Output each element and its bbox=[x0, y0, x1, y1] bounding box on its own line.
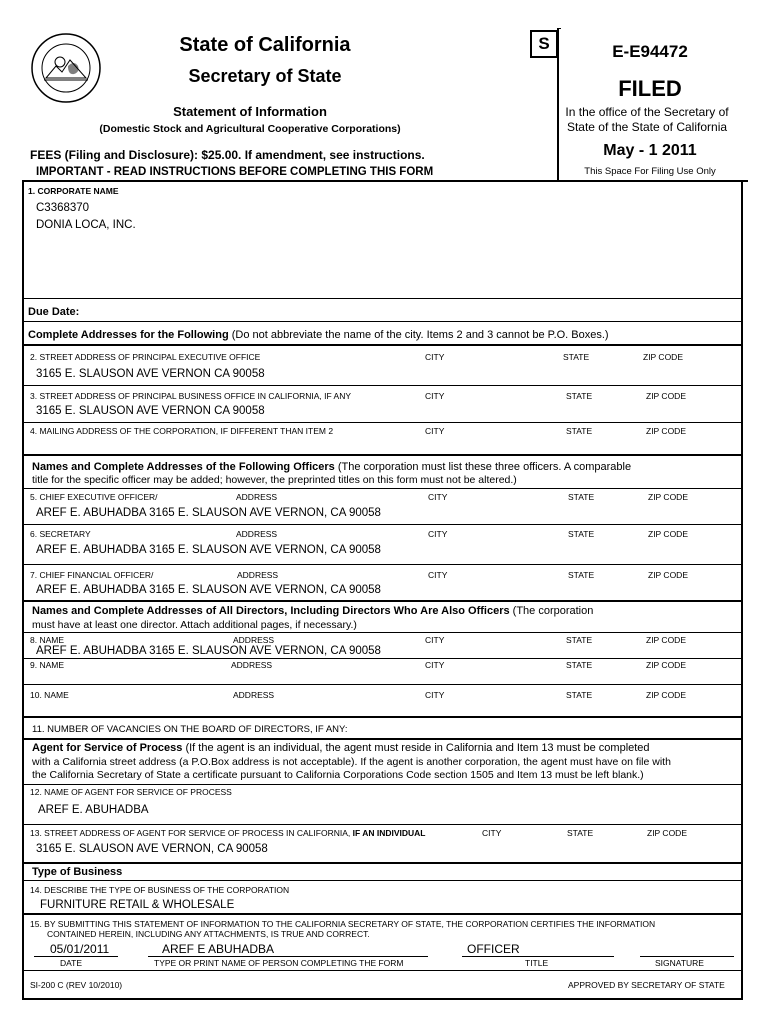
signer-name: AREF E ABUHADBA bbox=[162, 942, 275, 956]
addresses-heading bbox=[28, 329, 609, 341]
item7-state-label: STATE bbox=[568, 570, 595, 580]
officers-heading-rest: (The corporation must list these three officers. A comparable bbox=[334, 461, 632, 473]
item2-city-label: CITY bbox=[425, 352, 445, 362]
item2-value: 3165 E. SLAUSON AVE VERNON CA 90058 bbox=[36, 368, 265, 380]
item9-address-label: ADDRESS bbox=[231, 660, 273, 670]
item13-city-label: CITY bbox=[482, 828, 502, 838]
item13-state-label: STATE bbox=[567, 828, 594, 838]
item6-value: AREF E. ABUHADBA 3165 E. SLAUSON AVE VERNON, CA 90058 bbox=[36, 544, 381, 556]
signature-label: SIGNATURE bbox=[655, 958, 704, 968]
item2-zip-label: ZIP CODE bbox=[643, 352, 683, 362]
file-number: E-E94472 bbox=[612, 42, 688, 61]
addresses-heading-bold: Complete Addresses for the Following bbox=[28, 329, 229, 341]
item14-label: 14. DESCRIBE THE TYPE OF BUSINESS OF THE CORPORATION bbox=[30, 885, 290, 895]
date-label: DATE bbox=[60, 958, 83, 968]
item7-value: AREF E. ABUHADBA 3165 E. SLAUSON AVE VERNON, CA 90058 bbox=[36, 584, 381, 596]
item3-state-label: STATE bbox=[566, 391, 593, 401]
item6-state-label: STATE bbox=[568, 529, 595, 539]
item6-zip-label: ZIP CODE bbox=[648, 529, 688, 539]
signature-underline bbox=[640, 956, 734, 957]
item9-zip-label: ZIP CODE bbox=[646, 660, 686, 670]
state-seal bbox=[30, 32, 102, 104]
directors-heading-line2: must have at least one director. Attach additional pages, if necessary.) bbox=[32, 619, 357, 631]
item5-value: AREF E. ABUHADBA 3165 E. SLAUSON AVE VERNON, CA 90058 bbox=[36, 507, 381, 519]
certify-line2: CONTAINED HEREIN, INCLUDING ANY ATTACHMENTS, IS TRUE AND CORRECT. bbox=[47, 929, 370, 939]
fees-text: FEES (Filing and Disclosure): $25.00. If amendment, see instructions. bbox=[30, 148, 425, 162]
item3-label: 3. STREET ADDRESS OF PRINCIPAL BUSINESS OFFICE IN CALIFORNIA, IF ANY bbox=[30, 391, 352, 401]
form-top-border bbox=[22, 180, 748, 182]
item9-city-label: CITY bbox=[425, 660, 445, 670]
item6-address-label: ADDRESS bbox=[236, 529, 278, 539]
item8-state-label: STATE bbox=[566, 635, 593, 645]
item5-state-label: STATE bbox=[568, 492, 595, 502]
form-bottom-border bbox=[22, 998, 743, 1000]
item9-label: 9. NAME bbox=[30, 660, 65, 670]
item13-label-bold: IF AN INDIVIDUAL bbox=[350, 828, 426, 838]
agent-heading-line2: with a California street address (a P.O.Box address is not acceptable). If the agent is another corporation, the agent must have on file with bbox=[32, 756, 671, 768]
item12-label: 12. NAME OF AGENT FOR SERVICE OF PROCESS bbox=[30, 787, 232, 797]
item13-value: 3165 E. SLAUSON AVE VERNON, CA 90058 bbox=[36, 843, 268, 855]
item9-state-label: STATE bbox=[566, 660, 593, 670]
item3-value: 3165 E. SLAUSON AVE VERNON CA 90058 bbox=[36, 405, 265, 417]
item8-city-label: CITY bbox=[425, 635, 445, 645]
filed-date: May - 1 2011 bbox=[603, 142, 697, 159]
form-left-border bbox=[22, 180, 24, 1000]
item4-state-label: STATE bbox=[566, 426, 593, 436]
form-title: Statement of Information bbox=[173, 104, 327, 119]
agent-heading bbox=[32, 742, 650, 754]
item7-city-label: CITY bbox=[428, 570, 448, 580]
officers-heading bbox=[32, 461, 631, 473]
form-subtitle: (Domestic Stock and Agricultural Cooperative Corporations) bbox=[99, 123, 401, 135]
item13-zip-label: ZIP CODE bbox=[647, 828, 687, 838]
officers-heading-bold: Names and Complete Addresses of the Following Officers bbox=[32, 461, 335, 473]
title-label: TITLE bbox=[525, 958, 549, 968]
item5-address-label: ADDRESS bbox=[236, 492, 278, 502]
filed-office-line2: State of the State of California bbox=[566, 120, 728, 134]
item8-value: AREF E. ABUHADBA 3165 E. SLAUSON AVE VERNON, CA 90058 bbox=[36, 645, 381, 657]
business-heading: Type of Business bbox=[32, 866, 123, 878]
due-date-label: Due Date: bbox=[28, 306, 80, 318]
item13-label bbox=[30, 828, 426, 838]
item4-city-label: CITY bbox=[425, 426, 445, 436]
item3-city-label: CITY bbox=[425, 391, 445, 401]
item2-state-label: STATE bbox=[563, 352, 590, 362]
item7-label: 7. CHIEF FINANCIAL OFFICER/ bbox=[30, 570, 154, 580]
item13-label-text: 13. STREET ADDRESS OF AGENT FOR SERVICE OF PROCESS IN CALIFORNIA, bbox=[30, 828, 351, 838]
certify-line1: 15. BY SUBMITTING THIS STATEMENT OF INFORMATION TO THE CALIFORNIA SECRETARY OF STATE, THE CORPORATION CERTIFIES THE INFORMATION bbox=[30, 919, 656, 929]
important-text: IMPORTANT - READ INSTRUCTIONS BEFORE COMPLETING THIS FORM bbox=[36, 166, 434, 178]
filing-use-text: This Space For Filing Use Only bbox=[584, 166, 716, 177]
state-seal-icon bbox=[30, 32, 102, 104]
signer-title: OFFICER bbox=[467, 942, 520, 956]
item8-label: 8. NAME bbox=[30, 635, 65, 645]
item6-label: 6. SECRETARY bbox=[30, 529, 91, 539]
item4-zip-label: ZIP CODE bbox=[646, 426, 686, 436]
name-label: TYPE OR PRINT NAME OF PERSON COMPLETING THE FORM bbox=[154, 958, 404, 968]
title-underline bbox=[462, 956, 614, 957]
item8-address-label: ADDRESS bbox=[233, 635, 275, 645]
item5-zip-label: ZIP CODE bbox=[648, 492, 688, 502]
addresses-heading-rest: (Do not abbreviate the name of the city. Items 2 and 3 cannot be P.O. Boxes.) bbox=[228, 329, 609, 341]
state-title: State of California bbox=[179, 34, 351, 56]
form-id: SI-200 C (REV 10/2010) bbox=[30, 980, 123, 990]
item1-label: 1. CORPORATE NAME bbox=[28, 186, 119, 196]
item11-label: 11. NUMBER OF VACANCIES ON THE BOARD OF DIRECTORS, IF ANY: bbox=[32, 724, 348, 735]
item5-label: 5. CHIEF EXECUTIVE OFFICER/ bbox=[30, 492, 158, 502]
item5-city-label: CITY bbox=[428, 492, 448, 502]
s-box: S bbox=[530, 30, 558, 58]
item6-city-label: CITY bbox=[428, 529, 448, 539]
agent-heading-rest: (If the agent is an individual, the agent must reside in California and Item 13 must be completed bbox=[182, 742, 650, 754]
filed-stamp: FILED bbox=[618, 76, 682, 101]
item14-value: FURNITURE RETAIL & WHOLESALE bbox=[40, 899, 235, 911]
item12-value: AREF E. ABUHADBA bbox=[38, 804, 149, 816]
item7-zip-label: ZIP CODE bbox=[648, 570, 688, 580]
item2-label: 2. STREET ADDRESS OF PRINCIPAL EXECUTIVE OFFICE bbox=[30, 352, 261, 362]
directors-heading-bold: Names and Complete Addresses of All Directors, Including Directors Who Are Also Officers bbox=[32, 605, 510, 617]
item10-zip-label: ZIP CODE bbox=[646, 690, 686, 700]
item3-zip-label: ZIP CODE bbox=[646, 391, 686, 401]
item8-zip-label: ZIP CODE bbox=[646, 635, 686, 645]
signed-date: 05/01/2011 bbox=[50, 942, 110, 956]
agent-heading-line3: the California Secretary of State a certificate pursuant to California Corporations Code section 1505 and Item 13 must be left blank.) bbox=[32, 769, 644, 781]
item4-label: 4. MAILING ADDRESS OF THE CORPORATION, IF DIFFERENT THAN ITEM 2 bbox=[30, 426, 334, 436]
directors-heading-rest: (The corporation bbox=[509, 605, 594, 617]
office-title: Secretary of State bbox=[188, 66, 342, 86]
approved-text: APPROVED BY SECRETARY OF STATE bbox=[568, 980, 725, 990]
agent-heading-bold: Agent for Service of Process bbox=[32, 742, 183, 754]
item10-city-label: CITY bbox=[425, 690, 445, 700]
filed-office-line1: In the office of the Secretary of bbox=[565, 105, 729, 119]
item10-label: 10. NAME bbox=[30, 690, 69, 700]
name-underline bbox=[148, 956, 428, 957]
directors-heading bbox=[32, 605, 593, 617]
date-underline bbox=[34, 956, 118, 957]
corporate-name: DONIA LOCA, INC. bbox=[36, 219, 136, 231]
corporate-number: C3368370 bbox=[36, 202, 90, 214]
form-right-border bbox=[741, 180, 743, 1000]
item10-address-label: ADDRESS bbox=[233, 690, 275, 700]
officers-heading-line2: title for the specific officer may be added; however, the preprinted titles on this form must not be altered.) bbox=[32, 474, 517, 486]
item10-state-label: STATE bbox=[566, 690, 593, 700]
item7-address-label: ADDRESS bbox=[237, 570, 279, 580]
